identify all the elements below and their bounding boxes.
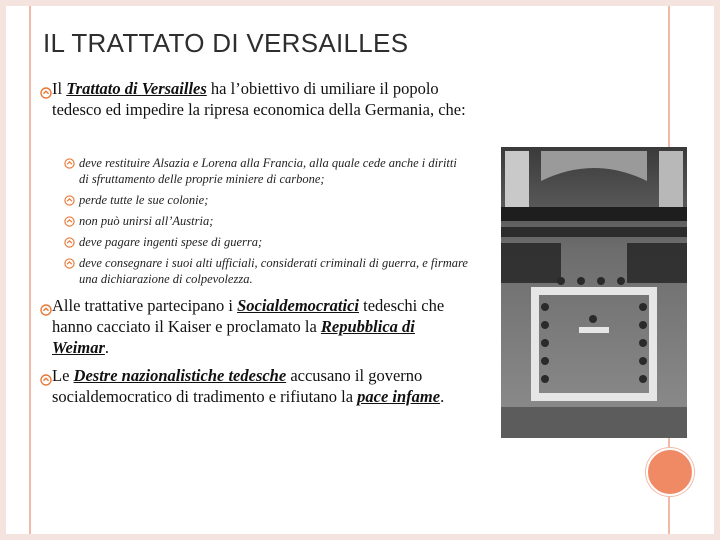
bullet-text-2 [52, 295, 472, 358]
circle-arrow-icon [40, 87, 52, 99]
bullet-2-run: Alle trattative partecipano i [52, 296, 238, 315]
sub-bullet-text: perde tutte le sue colonie; [79, 193, 209, 207]
bullet-text-1 [52, 78, 492, 120]
left-rail [29, 6, 31, 534]
bullet-1-run: ha l’obiettivo di umiliare il popolo tedesco ed impedire la ripresa economica della Germania, che: [52, 79, 466, 119]
decorative-circle [646, 448, 694, 496]
sub-bullet-icon [64, 158, 75, 169]
sub-bullet-icon [64, 258, 75, 269]
bullet-3-run: Destre nazionalistiche tedesche [73, 366, 287, 385]
bullet-2-run: Socialdemocratici [237, 296, 359, 315]
bullet-3-run: . [440, 387, 445, 406]
treaty-signing-photo [501, 147, 687, 438]
sub-bullet-text: deve consegnare i suoi alti ufficiali, considerati criminali di guerra, e firmare una dichiarazione di colpevolezza. [79, 256, 468, 286]
circle-arrow-icon [40, 304, 52, 316]
bullet-1-run: Il [52, 79, 67, 98]
bullet-3-run: pace infame [357, 387, 441, 406]
slide [6, 6, 714, 534]
bullet-2-run: tedeschi che hanno cacciato il Kaiser e proclamato la [52, 296, 445, 336]
sub-bullet-text: deve pagare ingenti spese di guerra; [79, 235, 263, 249]
sub-bullet-icon [64, 216, 75, 227]
bullet-1-run: Trattato di Versailles [66, 79, 207, 98]
page-title: IL TRATTATO DI VERSAILLES [43, 28, 409, 58]
bullet-3-run: Le [52, 366, 74, 385]
bullet-3-run: accusano il governo socialdemocratico di tradimento e rifiutano la [52, 366, 423, 406]
sub-bullet-icon [64, 237, 75, 248]
bullet-2-run: . [104, 338, 109, 357]
bullet-text-3 [52, 365, 472, 407]
sub-bullet-text: deve restituire Alsazia e Lorena alla Francia, alla quale cede anche i diritti di sfruttamento delle proprie miniere di carbone; [79, 156, 457, 186]
sub-bullet-text: non può unirsi all’Austria; [79, 214, 214, 228]
sub-bullet-icon [64, 195, 75, 206]
circle-arrow-icon [40, 374, 52, 386]
bullet-2-run: Repubblica di Weimar [52, 317, 415, 357]
